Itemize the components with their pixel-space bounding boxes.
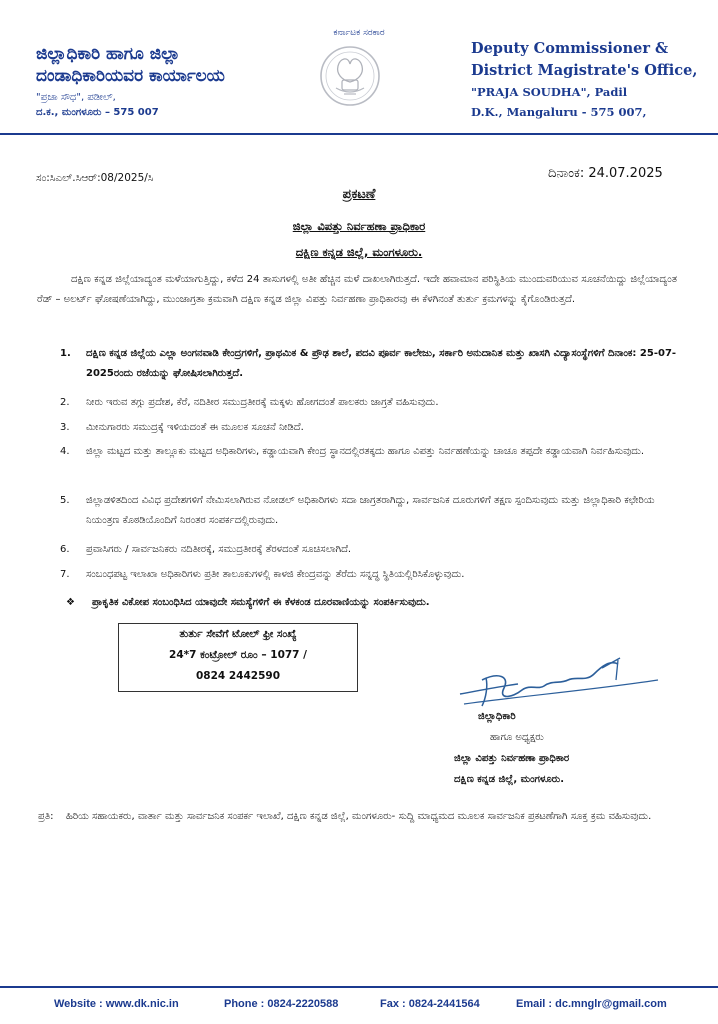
- copy-to-prefix: ಪ್ರತಿ:: [38, 811, 54, 822]
- kannada-address-line1: "ಪ್ರಜಾ ಸೌಧ", ಪಡೀಲ್,: [36, 92, 116, 103]
- item-number: 1.: [60, 348, 71, 359]
- contact-instruction-text: ಪ್ರಾಕೃತಿಕ ವಿಕೋಪ ಸಂಬಂಧಿಸಿದ ಯಾವುದೇ ಸಮಸ್ಯೆಗಳಿಗೆ ಈ ಕೆಳಕಂಡ ದೂರವಾಣಿಯನ್ನು ಸಂಪರ್ಕಿಸುವುದು.: [92, 597, 430, 608]
- list-item: [60, 540, 680, 560]
- helpline-phone: 0824 2442590: [195, 670, 281, 682]
- helpline-control-room: 24*7 ಕಂಟ್ರೋಲ್ ರೂಂ – 1077 /: [169, 649, 307, 661]
- website-link[interactable]: www.dk.nic.in: [105, 998, 179, 1010]
- contact-instruction: [66, 597, 666, 608]
- item-text: ಸಂಬಂಧಪಟ್ಟ ಇಲಾಖಾ ಅಧಿಕಾರಿಗಳು ಪ್ರತೀ ತಾಲೂಕುಗಳಲ್ಲಿ ಕಾಳಜಿ ಕೇಂದ್ರವನ್ನು ತೆರೆದು ಸನ್ನದ್ಧ ಸ್ಥಿತಿಯಲ್ಲಿರಿಸಿಕೊಳ್ಳುವುದು.: [86, 569, 465, 580]
- signatory-district: ದಕ್ಷಿಣ ಕನ್ನಡ ಜಿಲ್ಲೆ, ಮಂಗಳೂರು.: [454, 774, 565, 785]
- signature-image: [452, 650, 667, 710]
- government-label: ಕರ್ನಾಟಕ ಸರಕಾರ: [333, 28, 385, 38]
- fax-label: Fax :: [380, 998, 406, 1010]
- phone-number: 0824-2220588: [267, 998, 339, 1010]
- kannada-office-name-line1: ಜಿಲ್ಲಾಧಿಕಾರಿ ಹಾಗೂ ಜಿಲ್ಲಾ: [36, 44, 181, 64]
- english-address-line2: D.K., Mangaluru - 575 007,: [471, 105, 647, 119]
- footer-fax: [380, 998, 480, 1010]
- list-item: [60, 491, 680, 531]
- english-office-name-line2: District Magistrate's Office,: [471, 62, 698, 79]
- karnataka-emblem-icon: [318, 44, 382, 108]
- list-item: [60, 565, 680, 585]
- authority-heading: ಜಿಲ್ಲಾ ವಿಪತ್ತು ನಿರ್ವಹಣಾ ಪ್ರಾಧಿಕಾರ: [292, 219, 426, 233]
- email-link[interactable]: dc.mnglr@gmail.com: [555, 998, 667, 1010]
- signatory-additional-role: ಹಾಗೂ ಅಧ್ಯಕ್ಷರು: [490, 732, 544, 743]
- email-label: Email :: [516, 998, 553, 1010]
- signatory-authority: ಜಿಲ್ಲಾ ವಿಪತ್ತು ನಿರ್ವಹಣಾ ಪ್ರಾಧಿಕಾರ: [454, 753, 570, 764]
- item-text: ಪ್ರವಾಸಿಗರು / ಸಾರ್ವಜನಿಕರು ನದಿತೀರಕ್ಕೆ, ಸಮುದ್ರತೀರಕ್ಕೆ ತೆರಳದಂತೆ ಸೂಚಿಸಲಾಗಿದೆ.: [86, 544, 352, 555]
- item-number: 4.: [60, 446, 70, 457]
- notice-title: ಪ್ರಕಟಣೆ: [342, 187, 376, 202]
- item-number: 3.: [60, 422, 70, 433]
- intro-paragraph: ದಕ್ಷಿಣ ಕನ್ನಡ ಜಿಲ್ಲೆಯಾದ್ಯಂತ ಮಳೆಯಾಗುತ್ತಿದ್ದು, ಕಳೆದ 24 ತಾಸುಗಳಲ್ಲಿ ಅತೀ ಹೆಚ್ಚಿನ ಮಳೆ ದಾಖಲಾಗಿರುತ್ತದೆ. ಇದೇ ಹವಾಮಾನ ಪರಿಸ್ಥಿತಿಯ ಮುಂದುವರಿಯುವ ಸೂಚನೆಯಿದ್ದು ಜಿಲ್ಲೆಯಾದ್ಯಂತ ರೆಡ್ – ಅಲರ್ಟ್ ಘೋಷಣೆಯಾಗಿದ್ದು, ಮುಂಜಾಗ್ರತಾ ಕ್ರಮವಾಗಿ ದಕ್ಷಿಣ ಕನ್ನಡ ಜಿಲ್ಲಾ ವಿಪತ್ತು ನಿರ್ವಹಣಾ ಪ್ರಾಧಿಕಾರವು ಈ ಕೆಳಗಿನಂತೆ ತುರ್ತು ಕ್ರಮಗಳನ್ನು ಕೈಗೊಂಡಿರುತ್ತದೆ.: [37, 274, 677, 305]
- helpline-title: ತುರ್ತು ಸೇವೆಗೆ ಟೋಲ್ ಫ್ರೀ ಸಂಖ್ಯೆ: [179, 628, 297, 640]
- english-office-header: [471, 38, 711, 122]
- item-number: 2.: [60, 397, 70, 408]
- item-text: ಜಿಲ್ಲಾಡಳಿತದಿಂದ ವಿವಿಧ ಪ್ರದೇಶಗಳಿಗೆ ನೇಮಿಸಲಾಗಿರುವ ನೋಡಲ್ ಅಧಿಕಾರಿಗಳು ಸದಾ ಜಾಗ್ರತರಾಗಿದ್ದು, ಸಾರ್ವಜನಿಕ ದೂರುಗಳಿಗೆ ತಕ್ಷಣ ಸ್ಪಂದಿಸುವುದು ಮತ್ತು ಜಿಲ್ಲಾಧಿಕಾರಿ ಕಛೇರಿಯ ನಿಯಂತ್ರಣ ಕೊಠಡಿಯೊಂದಿಗೆ ನಿರಂತರ ಸಂಪರ್ಕದಲ್ಲಿರುವುದು.: [86, 495, 655, 526]
- footer-divider: [0, 986, 718, 988]
- list-item: [60, 344, 680, 384]
- item-text: ಮೀನುಗಾರರು ಸಮುದ್ರಕ್ಕೆ ಇಳಿಯದಂತೆ ಈ ಮೂಲಕ ಸೂಚನೆ ನೀಡಿದೆ.: [86, 422, 304, 433]
- copy-to: [38, 806, 678, 828]
- list-item: [60, 442, 680, 462]
- item-text: ನೀರು ಇರುವ ತಗ್ಗು ಪ್ರದೇಶ, ಕೆರೆ, ನದಿತೀರ ಸಮುದ್ರತೀರಕ್ಕೆ ಮಕ್ಕಳು ಹೋಗದಂತೆ ಪಾಲಕರು ಜಾಗ್ರತೆ ವಹಿಸುವುದು.: [86, 397, 439, 408]
- signatory-block: [454, 706, 674, 790]
- item-number: 7.: [60, 569, 70, 580]
- copy-to-text: ಹಿರಿಯ ಸಹಾಯಕರು, ವಾರ್ತಾ ಮತ್ತು ಸಾರ್ವಜನಿಕ ಸಂಪರ್ಕ ಇಲಾಖೆ, ದಕ್ಷಿಣ ಕನ್ನಡ ಜಿಲ್ಲೆ, ಮಂಗಳೂರು- ಸುದ್ದಿ ಮಾಧ್ಯಮದ ಮೂಲಕ ಸಾರ್ವಜನಿಕ ಪ್ರಕಟಣೆಗಾಗಿ ಸೂಕ್ತ ಕ್ರಮ ವಹಿಸುವುದು.: [66, 811, 652, 822]
- english-office-name-line1: Deputy Commissioner &: [471, 40, 669, 57]
- footer-phone: [224, 998, 338, 1010]
- list-item: [60, 393, 680, 413]
- footer-website: [54, 998, 179, 1010]
- english-address-line1: "PRAJA SOUDHA", Padil: [471, 85, 628, 99]
- diamond-bullet-icon: ❖: [66, 597, 75, 608]
- kannada-office-header: [36, 44, 286, 120]
- kannada-address-line2: ದ.ಕ., ಮಂಗಳೂರು – 575 007: [36, 107, 159, 118]
- footer-email: [516, 998, 667, 1010]
- item-text: ಜಿಲ್ಲಾ ಮಟ್ಟದ ಮತ್ತು ತಾಲ್ಲೂಕು ಮಟ್ಟದ ಅಧಿಕಾರಿಗಳು, ಕಡ್ಡಾಯವಾಗಿ ಕೇಂದ್ರ ಸ್ಥಾನದಲ್ಲಿರತಕ್ಕದು ಹಾಗೂ ವಿಪತ್ತು ನಿರ್ವಹಣೆಯನ್ನು ಚಾಚೂ ತಪ್ಪದೇ ಕಡ್ಡಾಯವಾಗಿ ನಿರ್ವಹಿಸುವುದು.: [86, 446, 645, 457]
- notice-date: ದಿನಾಂಕ: 24.07.2025: [548, 166, 663, 181]
- reference-number: ಸಂ:ಸಿಎಲ್.ಸಿಆರ್:08/2025/ಸಿ: [36, 172, 154, 184]
- header-divider: [0, 133, 718, 135]
- item-text: ದಕ್ಷಿಣ ಕನ್ನಡ ಜಿಲ್ಲೆಯ ಎಲ್ಲಾ ಅಂಗನವಾಡಿ ಕೇಂದ್ರಗಳಿಗೆ, ಪ್ರಾಥಮಿಕ & ಪ್ರೌಢ ಶಾಲೆ, ಪದವಿ ಪೂರ್ವ ಕಾಲೇಜು, ಸರ್ಕಾರಿ ಅನುದಾನಿತ ಮತ್ತು ಖಾಸಗಿ ವಿದ್ಯಾಸಂಸ್ಥೆಗಳಿಗೆ ದಿನಾಂಕ: 25-07-2025ರಂದು ರಜೆಯನ್ನು ಘೋಷಿಸಲಾಗಿರುತ್ತದೆ.: [86, 348, 677, 379]
- helpline-box: [118, 623, 358, 692]
- item-number: 5.: [60, 495, 70, 506]
- website-label: Website :: [54, 998, 103, 1010]
- kannada-office-name-line2: ದಂಡಾಧಿಕಾರಿಯವರ ಕಾರ್ಯಾಲಯ: [36, 66, 225, 86]
- phone-label: Phone :: [224, 998, 265, 1010]
- item-number: 6.: [60, 544, 70, 555]
- signatory-designation: ಜಿಲ್ಲಾಧಿಕಾರಿ: [478, 711, 516, 722]
- list-item: [60, 418, 680, 438]
- fax-number: 0824-2441564: [408, 998, 480, 1010]
- district-heading: ದಕ್ಷಿಣ ಕನ್ನಡ ಜಿಲ್ಲೆ, ಮಂಗಳೂರು.: [295, 245, 423, 259]
